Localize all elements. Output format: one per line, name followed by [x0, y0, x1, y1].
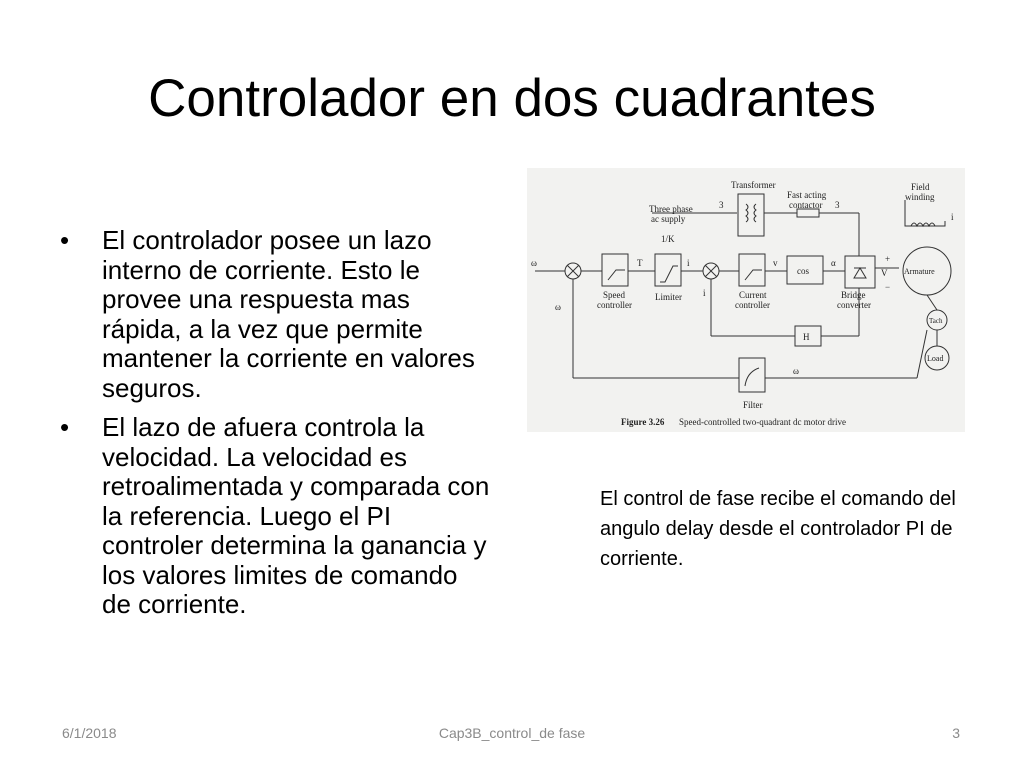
omega-r-label: ω	[531, 258, 537, 268]
bullet-icon: •	[60, 225, 70, 255]
armature-label: Armature	[904, 267, 935, 276]
winding-label: winding	[905, 192, 935, 202]
plus-label: +	[885, 254, 891, 264]
cos-inverse-label: cos	[797, 266, 809, 276]
footer-title: Cap3B_control_de fase	[438, 725, 586, 741]
limiter-label: Limiter	[655, 292, 682, 302]
omega-m-label: ω	[793, 366, 799, 376]
alpha-label: α	[831, 258, 836, 268]
tach-label: Tach	[929, 317, 943, 325]
inv-k-label: 1/K	[661, 234, 675, 244]
bullet-item	[60, 226, 490, 403]
contactor-label: contactor	[789, 200, 823, 210]
three-label-a: 3	[719, 200, 724, 210]
slide-number: 3	[952, 725, 960, 741]
load-label: Load	[927, 354, 944, 363]
footer-date: 6/1/2018	[62, 725, 117, 741]
if-label: i	[951, 212, 954, 222]
block-diagram-figure	[527, 168, 965, 432]
bridge-label: Bridge	[841, 290, 866, 300]
hc-label: H	[803, 332, 810, 342]
ac-supply-label: ac supply	[651, 214, 686, 224]
fast-acting-label: Fast acting	[787, 190, 827, 200]
bullet-list	[60, 226, 490, 630]
ia-label: i	[703, 288, 706, 298]
bridge-converter-block	[845, 256, 875, 288]
speed-controller-label: controller	[597, 300, 632, 310]
three-phase-label: Three phase	[649, 204, 693, 214]
ia-star-label: i	[687, 258, 690, 268]
filter-block	[739, 358, 765, 392]
minus-label: −	[885, 282, 891, 292]
bullet-text: El controlador posee un lazo interno de corriente. Esto le provee una respuesta mas rápida, a la vez que permite mantener la corriente en valores seguros.	[102, 225, 475, 403]
three-label-b: 3	[835, 200, 840, 210]
te-label: T	[637, 258, 643, 268]
slide-title: Controlador en dos cuadrantes	[148, 69, 876, 128]
field-label: Field	[911, 182, 930, 192]
figure-caption: Speed-controlled two-quadrant dc motor drive	[679, 417, 846, 427]
figure-note: El control de fase recibe el comando del angulo delay desde el controlador PI de corriente.	[600, 488, 956, 570]
transformer-label: Transformer	[731, 180, 776, 190]
vc-label: v	[773, 258, 778, 268]
bullet-icon: •	[60, 412, 70, 442]
converter-label: converter	[837, 300, 871, 310]
current-label: Current	[739, 290, 767, 300]
contactor-block	[797, 209, 819, 217]
filter-label: Filter	[743, 400, 763, 410]
omega-mr-label: ω	[555, 302, 561, 312]
transformer-block	[738, 194, 764, 236]
figure-number: Figure 3.26	[621, 417, 665, 427]
bullet-text: El lazo de afuera controla la velocidad. La velocidad es retroalimentada y comparada con la referencia. Luego el PI controler determina la ganancia y los valores limites de comando de corriente.	[102, 412, 490, 619]
vdc-label: V	[881, 268, 888, 278]
speed-label: Speed	[603, 290, 625, 300]
current-controller-label: controller	[735, 300, 770, 310]
limiter-block	[655, 254, 681, 286]
bullet-item	[60, 413, 490, 620]
